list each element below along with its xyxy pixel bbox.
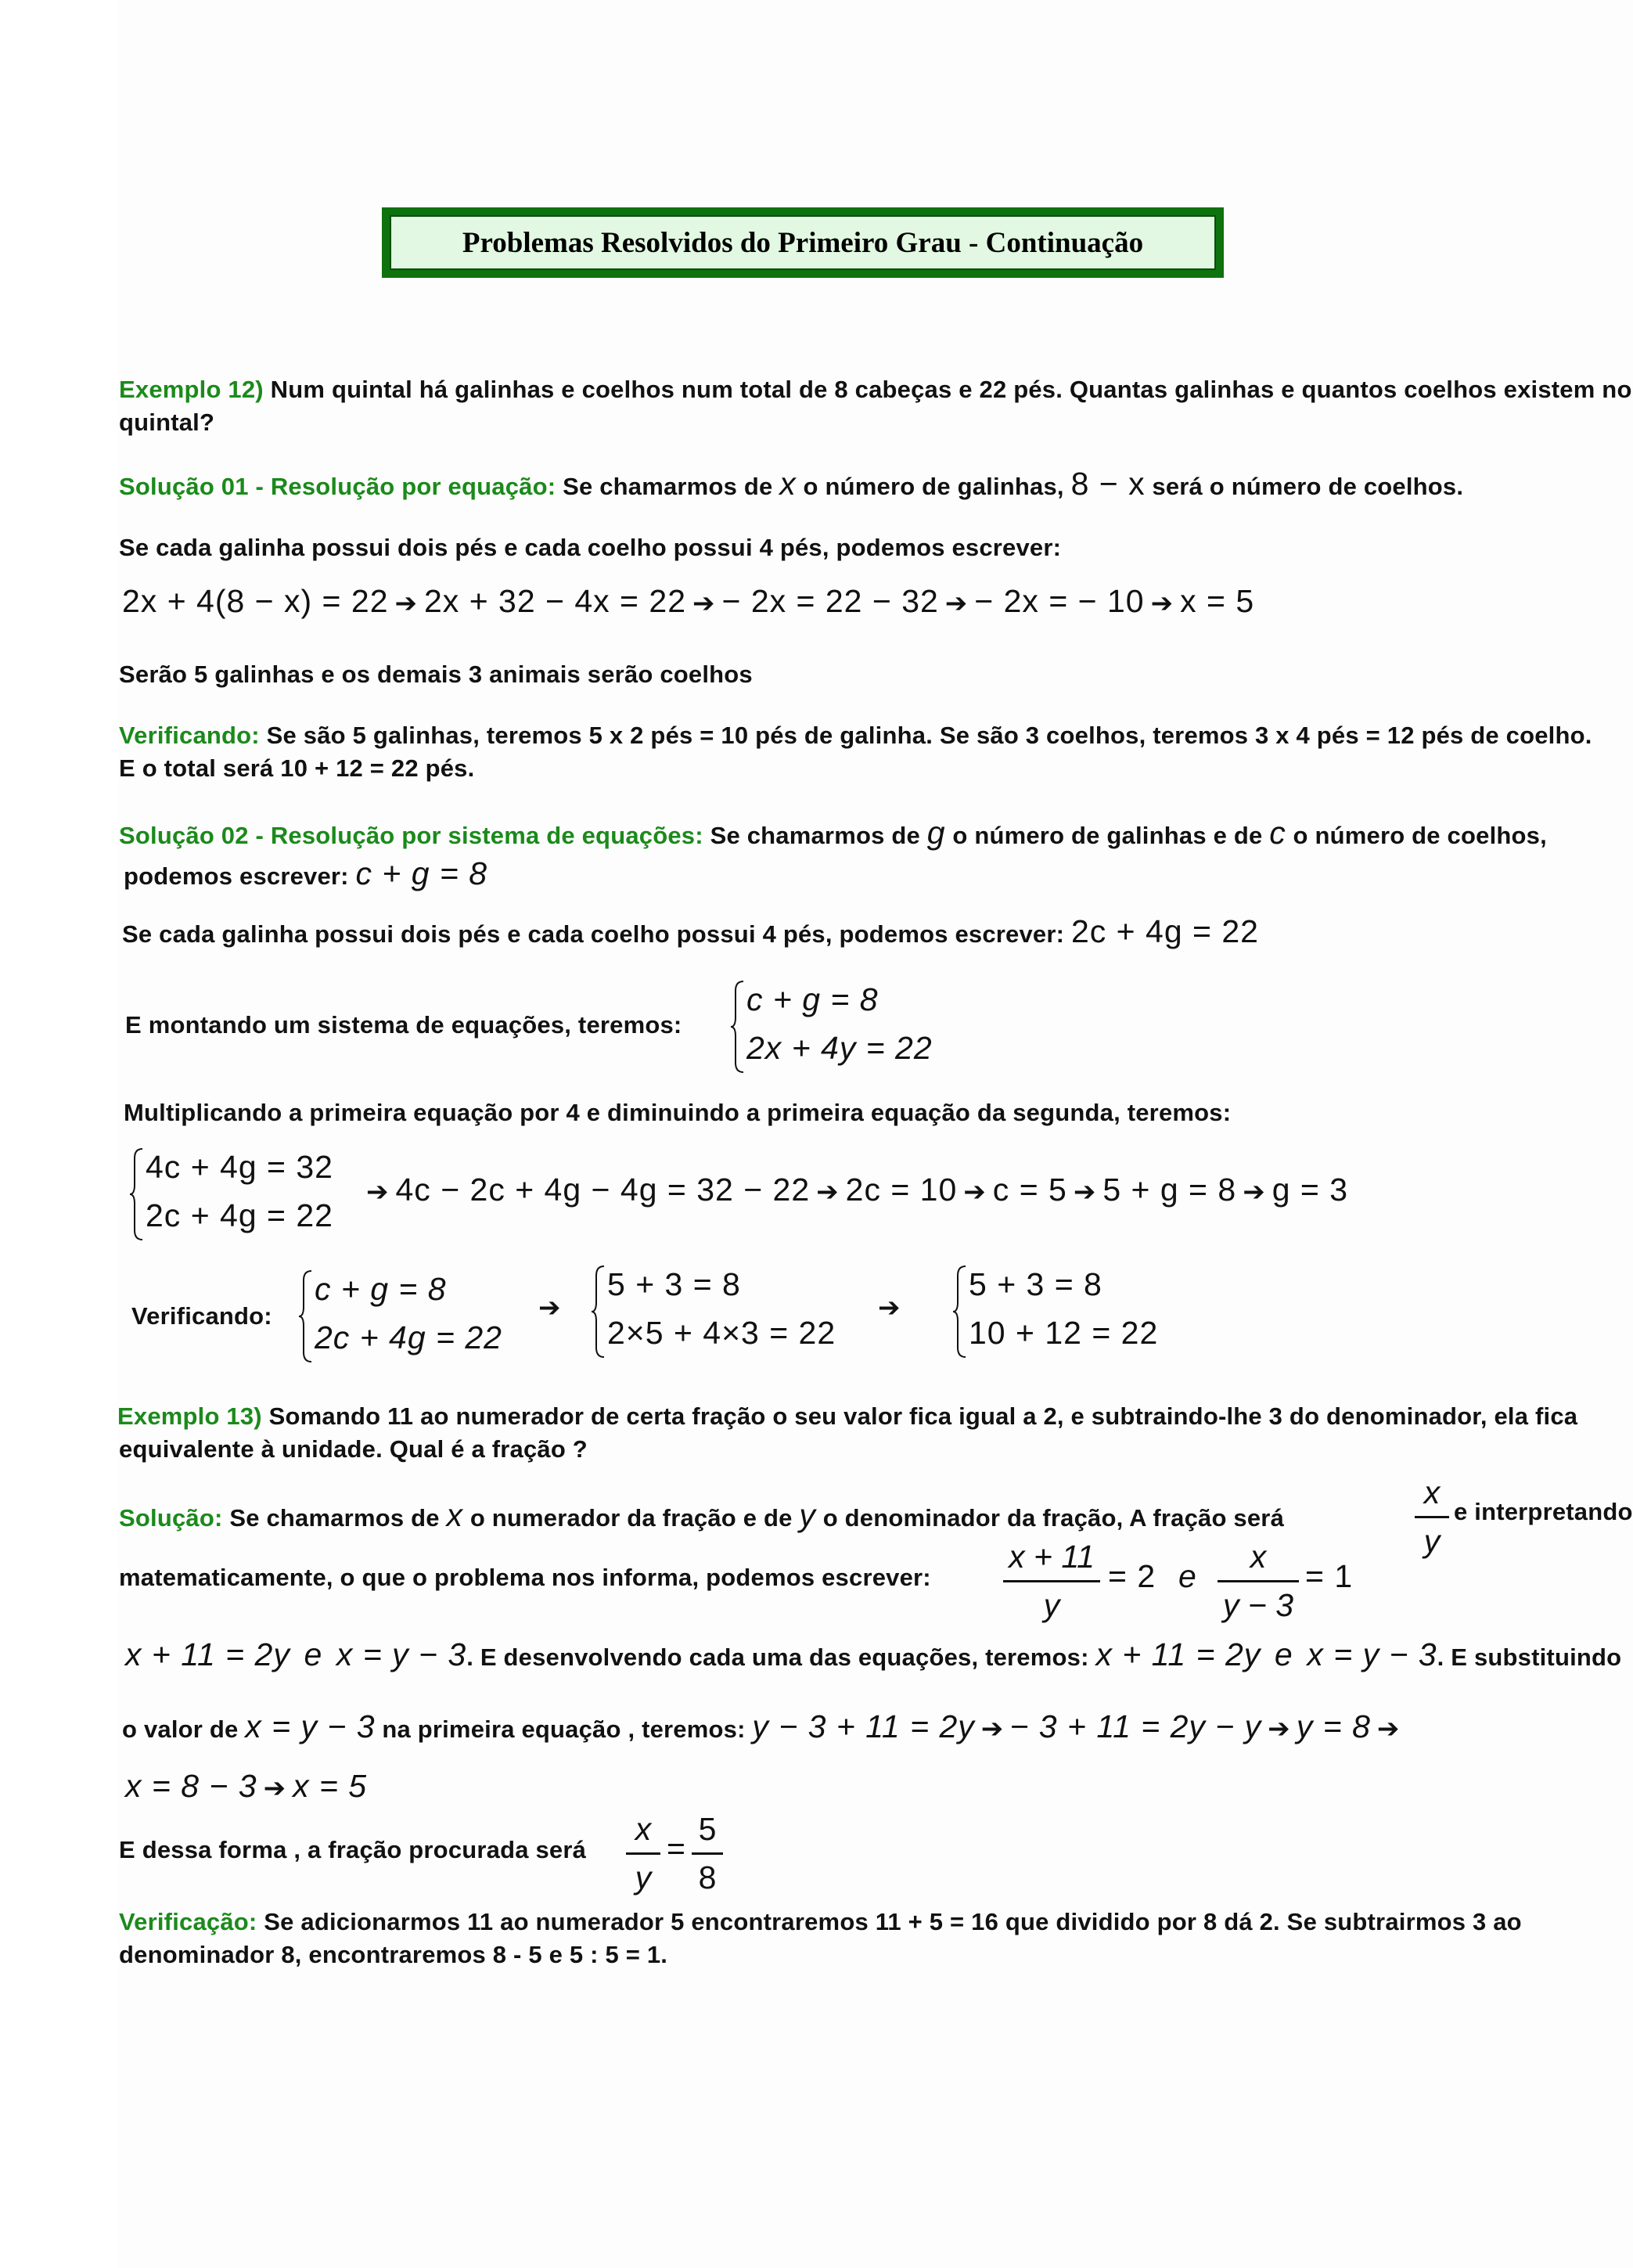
solution1-text-c: será o número de coelhos.	[1145, 473, 1464, 500]
system-row: c + g = 8	[746, 981, 879, 1017]
brace-icon	[130, 1147, 144, 1241]
ex12-verification-line1	[119, 723, 1592, 747]
arrow-icon: ➔	[1243, 1176, 1266, 1208]
ex13-solution-line	[119, 1499, 1284, 1532]
ex13-substitution-line	[122, 1708, 1406, 1744]
eq-x-eq-y-minus-3: x = y − 3	[245, 1708, 376, 1744]
eq-step: g = 3	[1272, 1172, 1349, 1208]
fraction-denominator: y	[1423, 1523, 1441, 1559]
connector-e: e	[1178, 1558, 1197, 1594]
eq-step: 2x + 32 − 4x = 22	[424, 583, 686, 619]
verification-label: Verificando:	[119, 722, 260, 749]
title-banner	[382, 207, 1224, 278]
ex12-statement-line2: quintal?	[119, 409, 215, 436]
arrow-glyph: ➔	[878, 1292, 901, 1323]
fraction-bar	[1003, 1580, 1100, 1582]
arrow-icon: ➔	[692, 588, 716, 619]
fraction-numerator: x + 11	[1009, 1539, 1095, 1575]
arrow-icon: ➔	[366, 1176, 390, 1208]
feet-text: Se cada galinha possui dois pés e cada coelho possui 4 pés, podemos escrever:	[122, 920, 1071, 948]
ex13-text: Somando 11 ao numerador de certa fração o seu valor fica igual a 2, e subtraindo-lhe 3 do denominador, ela fica	[261, 1402, 1578, 1430]
arrow-icon: ➔	[963, 1176, 987, 1208]
ex12-solution2-line2	[124, 855, 488, 891]
arrow-icon: ➔	[1376, 1713, 1400, 1744]
ex13-math-text: matematicamente, o que o problema nos informa, podemos escrever:	[119, 1564, 931, 1591]
subst-text-b: na primeira equação , teremos:	[375, 1715, 753, 1743]
ex12-system-text: E montando um sistema de equações, teremos:	[125, 1011, 682, 1039]
fraction-bar	[1218, 1580, 1299, 1582]
arrow-icon: ➔	[816, 1176, 840, 1208]
solution1-text-a: Se chamarmos de	[556, 473, 780, 500]
arrow-icon	[872, 1294, 907, 1321]
solution2-line2-text: podemos escrever:	[124, 862, 356, 890]
arrow-icon: ➔	[263, 1773, 287, 1804]
arrow-icon: ➔	[394, 588, 418, 619]
check-label: Verificando:	[131, 1302, 272, 1330]
solution2-text-a: Se chamarmos de	[703, 822, 927, 849]
eq-step: x = 5	[293, 1768, 368, 1804]
arrow-icon: ➔	[980, 1713, 1004, 1744]
ex13-statement-line2: equivalente à unidade. Qual é a fração ?	[119, 1435, 588, 1463]
ex13-statement-line1	[117, 1404, 1577, 1428]
solution2-text-d: o número de coelhos,	[1286, 822, 1547, 849]
eq-step: x = 5	[1180, 583, 1255, 619]
var-x: x	[446, 1497, 463, 1533]
fraction-numerator: x	[635, 1811, 652, 1847]
eq-step: y = 8	[1296, 1708, 1371, 1744]
ex13-label: Exemplo 13)	[117, 1402, 262, 1430]
ex12-verification-line2: E o total será 10 + 12 = 22 pés.	[119, 754, 475, 782]
eq-step: 2c = 10	[845, 1172, 958, 1208]
var-x: x	[779, 466, 797, 502]
solution-text-c: o denominador da fração, A fração será	[815, 1504, 1285, 1532]
fraction-numerator: x	[1423, 1474, 1441, 1510]
fraction-numerator: x	[1250, 1539, 1267, 1575]
ex12-equation-chain	[122, 585, 1254, 617]
fraction-x-plus-11-over-y	[1003, 1539, 1100, 1624]
system-row: 2c + 4g = 22	[315, 1319, 502, 1355]
fraction-denominator: 8	[698, 1859, 717, 1895]
ex12-text: Num quintal há galinhas e coelhos num total de 8 cabeças e 22 pés. Quantas galinhas e quantos coelhos existem no	[263, 376, 1632, 403]
arrow-glyph: ➔	[538, 1292, 561, 1323]
verification-text: Se adicionarmos 11 ao numerador 5 encontraremos 11 + 5 = 16 que dividido por 8 dá 2. Se subtrairmos 3 ao	[257, 1908, 1522, 1935]
check-system-2	[592, 1265, 905, 1359]
solution-text-b: o numerador da fração e de	[463, 1504, 800, 1532]
var-c: c	[1269, 815, 1286, 851]
solution1-text-b: o número de galinhas,	[796, 473, 1071, 500]
ex12-solution1-line	[119, 468, 1463, 500]
fraction-bar	[626, 1852, 660, 1855]
solution1-label: Solução 01 - Resolução por equação:	[119, 473, 556, 500]
f1-rhs: = 2	[1108, 1558, 1156, 1594]
multiply-chain	[360, 1174, 1348, 1206]
check-system-1	[299, 1269, 534, 1363]
brace-icon	[731, 980, 745, 1074]
eq-step: 5 + g = 8	[1102, 1172, 1237, 1208]
fraction-numerator: 5	[698, 1811, 717, 1847]
arrow-icon: ➔	[1268, 1713, 1290, 1744]
eq-step: − 3 + 11 = 2y − y	[1009, 1708, 1262, 1744]
ex12-statement-line1	[119, 377, 1632, 401]
fraction-bar	[692, 1852, 723, 1855]
eq-step: c = 5	[992, 1172, 1067, 1208]
eq-step: − 2x = − 10	[974, 583, 1145, 619]
final-equals: =	[667, 1831, 686, 1867]
system-row: c + g = 8	[315, 1271, 447, 1307]
page-title: Problemas Resolvidos do Primeiro Grau - Continuação	[390, 215, 1216, 270]
check-system-3	[953, 1265, 1188, 1359]
ex12-result: Serão 5 galinhas e os demais 3 animais serão coelhos	[119, 661, 753, 688]
eq-step: 2x + 4(8 − x) = 22	[122, 583, 389, 619]
eq-step: 4c − 2c + 4g − 4g = 32 − 22	[395, 1172, 811, 1208]
ex13-develop-line	[125, 1636, 1622, 1672]
eq-step: x = 8 − 3	[125, 1768, 257, 1804]
system-row: 5 + 3 = 8	[969, 1266, 1102, 1302]
eq-x-eq-y-minus-3: x = y − 3	[336, 1636, 467, 1672]
verification-text: Se são 5 galinhas, teremos 5 x 2 pés = 10 pés de galinha. Se são 3 coelhos, teremos 3 x 4 pés = 12 pés de coelho.	[259, 722, 1592, 749]
subst-text-a: o valor de	[122, 1715, 246, 1743]
fraction-denominator: y	[1043, 1587, 1060, 1623]
final-fraction-rhs	[692, 1811, 723, 1896]
eq-2c-4g: 2c + 4g = 22	[1070, 913, 1259, 949]
solution-text-a: Se chamarmos de	[222, 1504, 447, 1532]
eq-step: − 2x = 22 − 32	[721, 583, 939, 619]
ex13-solution-tail: e interpretando	[1454, 1498, 1633, 1525]
ex12-solution2-line1	[119, 817, 1547, 849]
eq-x-plus-11: x + 11 = 2y	[125, 1636, 290, 1672]
ex12-multiply-text: Multiplicando a primeira equação por 4 e diminuindo a primeira equação da segunda, teremos:	[124, 1099, 1232, 1126]
verification-label: Verificação:	[119, 1908, 257, 1935]
fraction-denominator: y − 3	[1222, 1587, 1294, 1623]
system-row: 10 + 12 = 22	[969, 1315, 1159, 1351]
ex13-final-text: E dessa forma , a fração procurada será	[119, 1836, 587, 1863]
arrow-icon: ➔	[1073, 1176, 1097, 1208]
ex12-label: Exemplo 12)	[119, 376, 264, 403]
brace-icon	[299, 1269, 313, 1363]
ex13-x-result-line	[125, 1770, 367, 1802]
fraction-bar	[1415, 1516, 1449, 1518]
system-row: 2c + 4g = 22	[146, 1197, 333, 1233]
multiplied-system	[130, 1147, 365, 1241]
ex12-feet-text: Se cada galinha possui dois pés e cada coelho possui 4 pés, podemos escrever:	[119, 534, 1062, 561]
solution2-text-b: o número de galinhas e de	[945, 822, 1270, 849]
system-row: 2×5 + 4×3 = 22	[607, 1315, 836, 1351]
final-fraction-lhs	[626, 1811, 660, 1896]
expr-8-minus-x: 8 − x	[1070, 466, 1146, 502]
fraction-x-over-y	[1415, 1474, 1449, 1560]
eq-x-eq-y-minus-3: x = y − 3	[1307, 1636, 1437, 1672]
arrow-icon	[532, 1294, 567, 1321]
fraction-denominator: y	[635, 1859, 652, 1895]
arrow-icon: ➔	[944, 588, 969, 619]
brace-icon	[592, 1265, 606, 1359]
system-row: 2x + 4y = 22	[746, 1030, 933, 1066]
connector-e: e	[1274, 1636, 1293, 1672]
ex12-feet-text2	[122, 913, 1259, 949]
eq-step: y − 3 + 11 = 2y	[752, 1708, 975, 1744]
ex13-verification-line1	[119, 1910, 1522, 1934]
brace-icon	[953, 1265, 967, 1359]
page-margin	[0, 0, 117, 2268]
arrow-icon: ➔	[1150, 588, 1174, 619]
develop-tail: . E substituindo	[1437, 1643, 1622, 1671]
system-row: 5 + 3 = 8	[607, 1266, 741, 1302]
system-of-equations	[731, 980, 1044, 1074]
eq-c-plus-g: c + g = 8	[355, 855, 488, 891]
var-g: g	[926, 815, 946, 851]
fraction-x-over-y-minus-3	[1218, 1539, 1299, 1624]
connector-e: e	[304, 1636, 323, 1672]
system-row: 4c + 4g = 32	[146, 1149, 333, 1185]
solution-label: Solução:	[119, 1504, 223, 1532]
f2-rhs: = 1	[1305, 1558, 1354, 1594]
ex13-verification-line2: denominador 8, encontraremos 8 - 5 e 5 : 5 = 1.	[119, 1941, 668, 1968]
solution2-label: Solução 02 - Resolução por sistema de equações:	[119, 822, 703, 849]
var-y: y	[799, 1497, 816, 1533]
develop-text: . E desenvolvendo cada uma das equações, teremos:	[466, 1643, 1096, 1671]
eq-x-plus-11: x + 11 = 2y	[1095, 1636, 1261, 1672]
